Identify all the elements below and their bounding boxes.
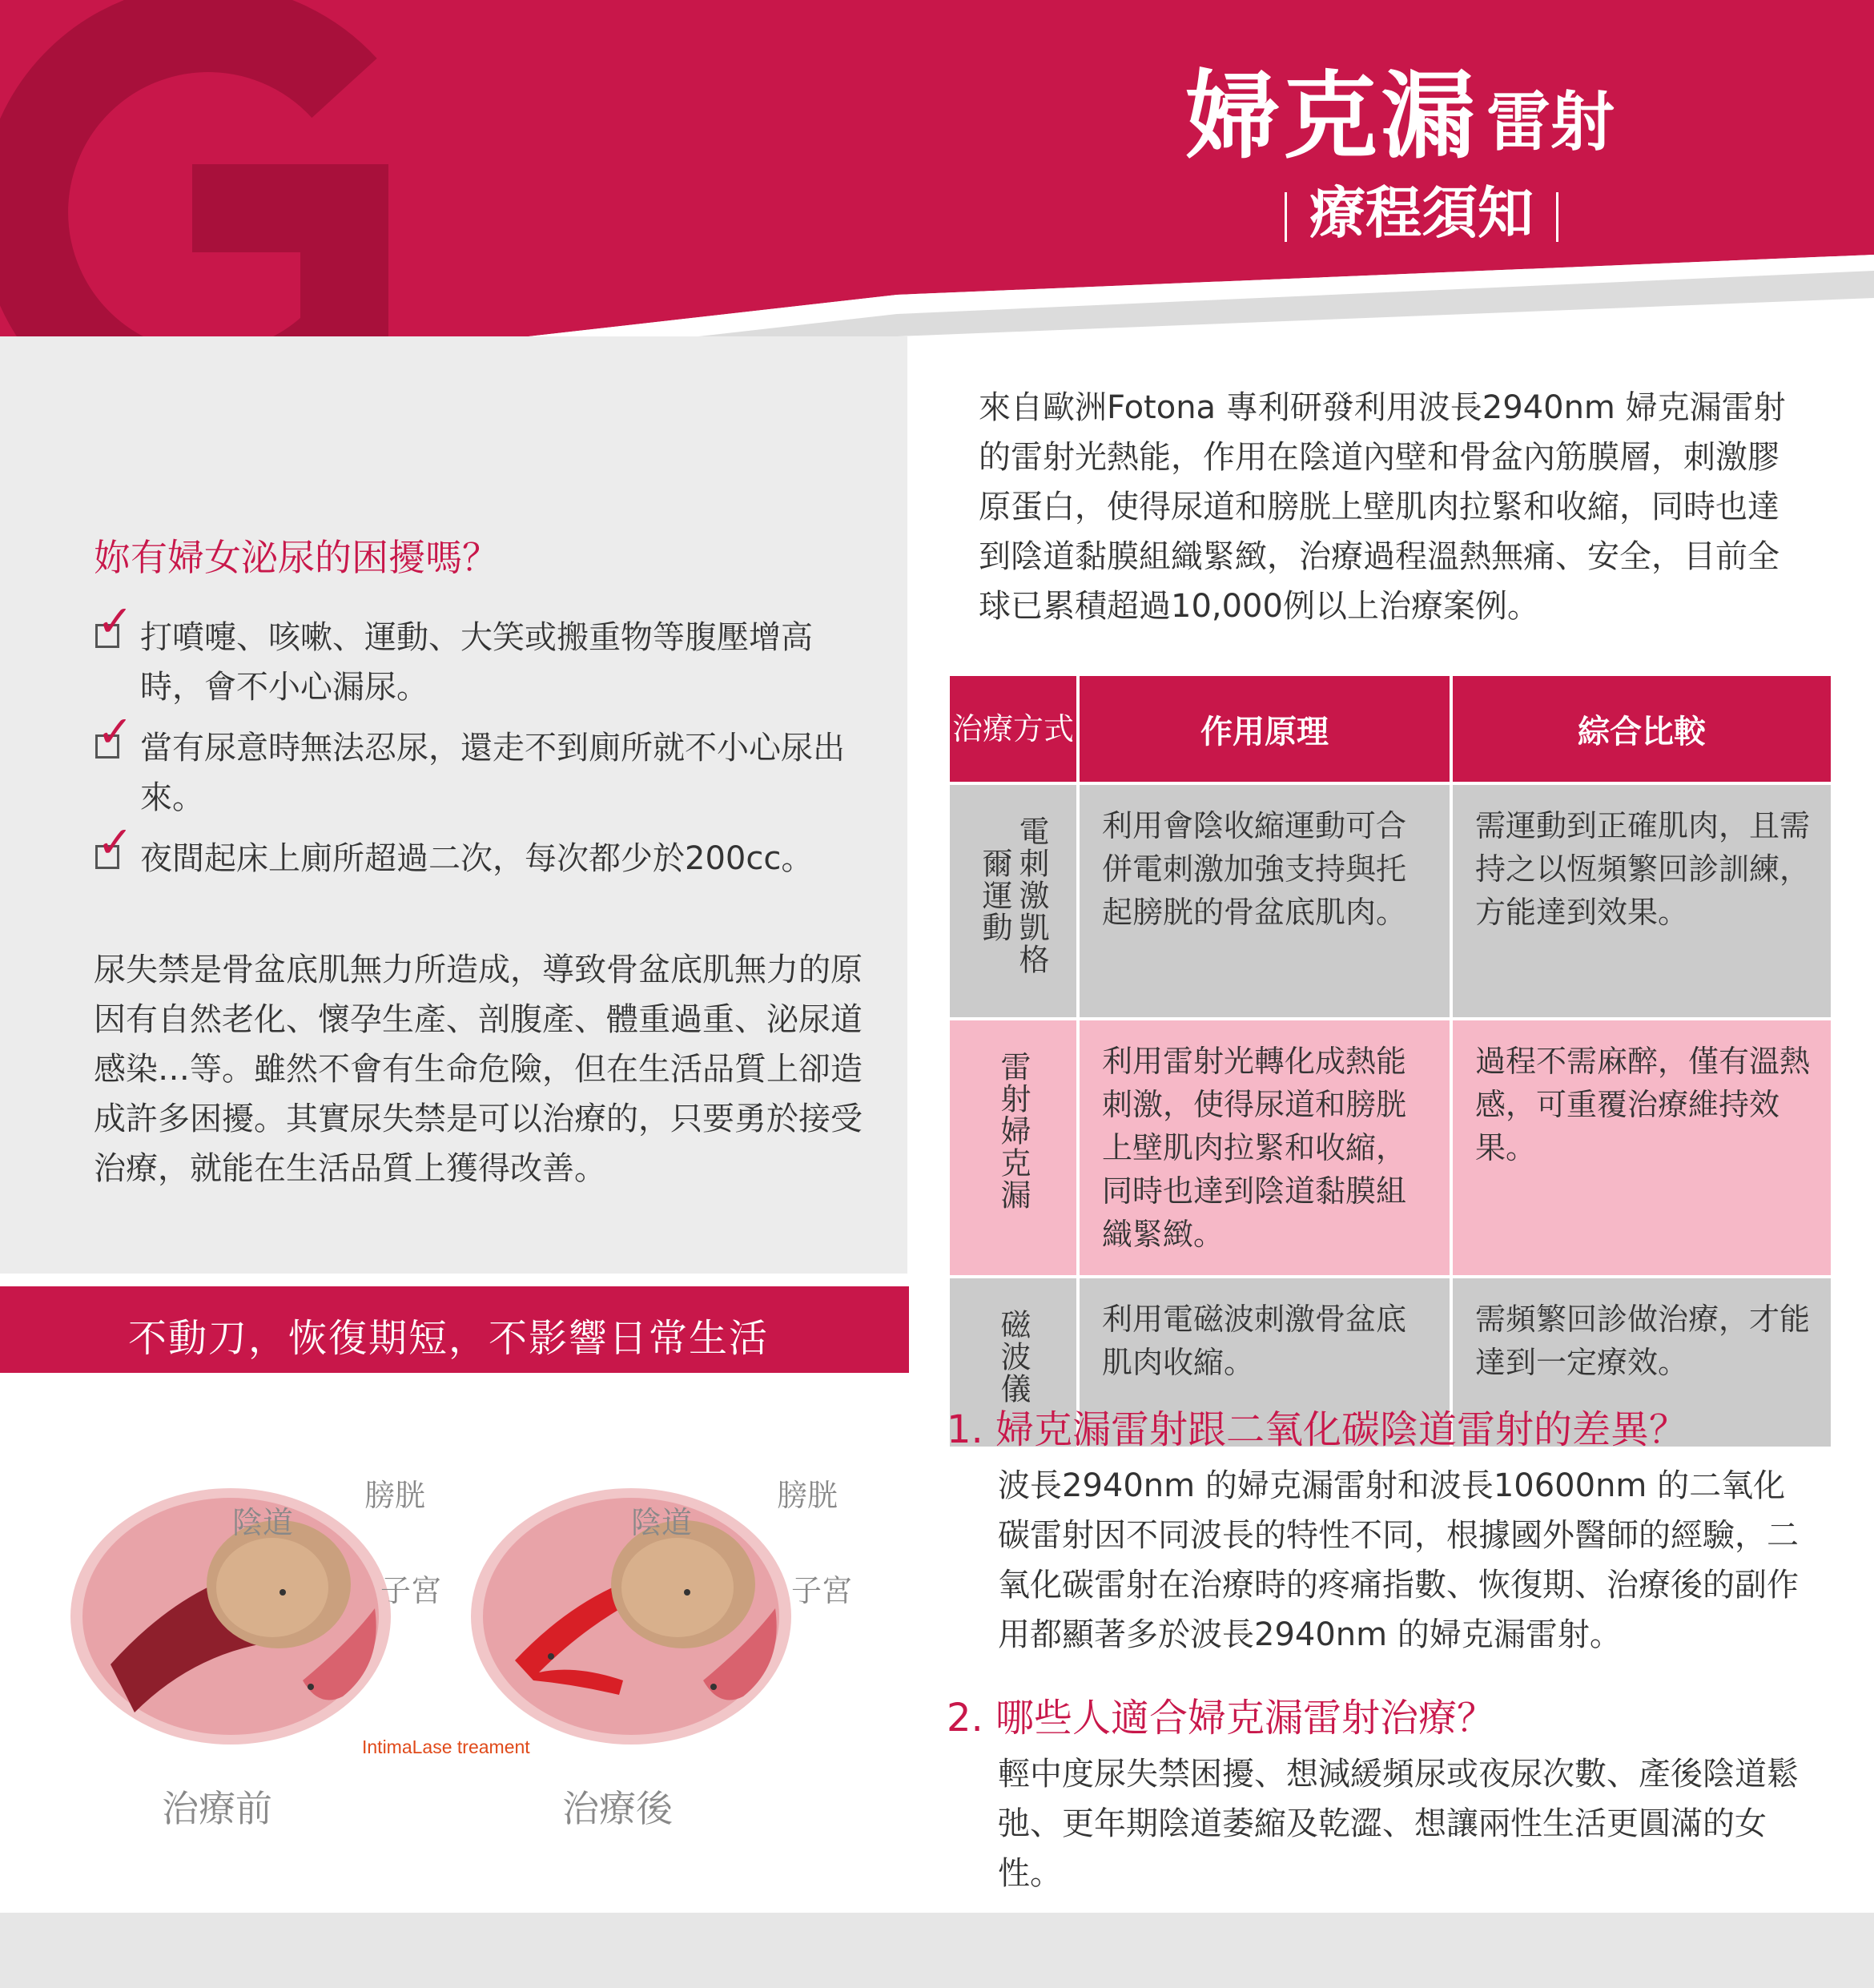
section-heading-question: 妳有婦女泌尿的困擾嗎？: [94, 536, 499, 579]
benefit-banner: 不動刀，恢復期短，不影響日常生活: [0, 1286, 909, 1373]
footer-bar: [0, 1913, 1874, 1988]
laser-introduction: 來自歐洲Fotona 專利研發利用波長2940nm 婦克漏雷射的雷射光熱能，作用在陰道內壁和骨盆內筋膜層，刺激膠原蛋白，使得尿道和膀胱上壁肌肉拉緊和收縮，同時也達到陰道黏膜組織緊緻，治療過程溫熱無痛、安全，目前全球已累積超過10,000例以上治療案例。: [979, 389, 1786, 625]
divider: [1556, 192, 1558, 242]
table-row: [948, 1019, 1832, 1277]
comparison-cell: 過程不需麻醉，僅有溫熱感，可重覆治療維持效果。: [1451, 1019, 1832, 1277]
label-uterus: 子宮: [791, 1573, 853, 1608]
method-cell: 磁波儀: [948, 1277, 1078, 1448]
principle-cell: 利用雷射光轉化成熱能刺激，使得尿道和膀胱上壁肌肉拉緊和收縮，同時也達到陰道黏膜組織緊緻。: [1078, 1019, 1451, 1277]
anatomy-before-illustration: [62, 1480, 399, 1753]
column-header-method: 治療方式: [948, 674, 1078, 783]
comparison-cell: 需運動到正確肌肉，且需持之以恆頻繁回診訓練，方能達到效果。: [1451, 783, 1832, 1019]
symptom-checklist: [94, 596, 863, 895]
principle-cell: 利用會陰收縮運動可合併電刺激加強支持與托起膀胱的骨盆底肌肉。: [1078, 783, 1451, 1019]
caption-after: 治療後: [562, 1787, 673, 1830]
checklist-item: ✓ 當有尿意時無法忍尿，還走不到廁所就不小心尿出來。: [97, 706, 845, 816]
caption-before: 治療前: [162, 1787, 272, 1830]
check-mark-icon: ✓: [97, 817, 134, 867]
label-bladder: 膀胱: [364, 1478, 426, 1513]
checklist-item: ✓ 夜間起床上廁所超過二次，每次都少於200cc。: [97, 817, 814, 877]
label-vagina: 陰道: [631, 1505, 693, 1540]
table-row: [948, 783, 1832, 1019]
checklist-item: ✓ 打噴嚏、咳嗽、運動、大笑或搬重物等腹壓增高時，會不小心漏尿。: [97, 596, 813, 706]
treatment-note: IntimaLase treament: [362, 1736, 530, 1757]
column-header-comparison: 綜合比較: [1451, 674, 1832, 783]
page-title-suffix: 雷射: [1486, 85, 1615, 159]
check-mark-icon: ✓: [97, 596, 134, 646]
faq-question: 1. 婦克漏雷射跟二氧化碳陰道雷射的差異？: [947, 1407, 1688, 1452]
treatment-comparison-table: [947, 673, 1834, 1450]
divider: [1285, 192, 1287, 242]
page-subtitle: 療程須知: [1262, 168, 1581, 249]
principle-cell: 利用電磁波刺激骨盆底肌肉收縮。: [1078, 1277, 1451, 1448]
faq-question: 2. 哪些人適合婦克漏雷射治療？: [947, 1696, 1496, 1741]
label-uterus: 子宮: [380, 1573, 442, 1608]
comparison-cell: 需頻繁回診做治療，才能達到一定療效。: [1451, 1277, 1832, 1448]
page-title: 婦克漏: [1185, 61, 1479, 171]
incontinence-description: 尿失禁是骨盆底肌無力所造成，導致骨盆底肌無力的原因有自然老化、懷孕生產、剖腹產、體重過重、泌尿道感染…等。雖然不會有生命危險，但在生活品質上卻造成許多困擾。其實尿失禁是可以治療的，只要勇於接受治療，就能在生活品質上獲得改善。: [94, 952, 863, 1187]
check-mark-icon: ✓: [97, 706, 134, 757]
label-bladder: 膀胱: [777, 1478, 838, 1513]
faq-answer: 輕中度尿失禁困擾、想減緩頻尿或夜尿次數、產後陰道鬆弛、更年期陰道萎縮及乾澀、想讓兩性生活更圓滿的女性。: [998, 1756, 1799, 1892]
method-cell: 雷射婦克漏: [948, 1019, 1078, 1277]
faq-answer: 波長2940nm 的婦克漏雷射和波長10600nm 的二氧化碳雷射因不同波長的特性不同，根據國外醫師的經驗，二氧化碳雷射在治療時的疼痛指數、恢復期、治療後的副作用都顯著多於波長2940nm 的婦克漏雷射。: [998, 1467, 1799, 1653]
column-header-principle: 作用原理: [1078, 674, 1451, 783]
label-vagina: 陰道: [232, 1505, 294, 1540]
table-header-row: [948, 674, 1832, 783]
method-cell: 電刺激凱格爾運動: [948, 783, 1078, 1019]
